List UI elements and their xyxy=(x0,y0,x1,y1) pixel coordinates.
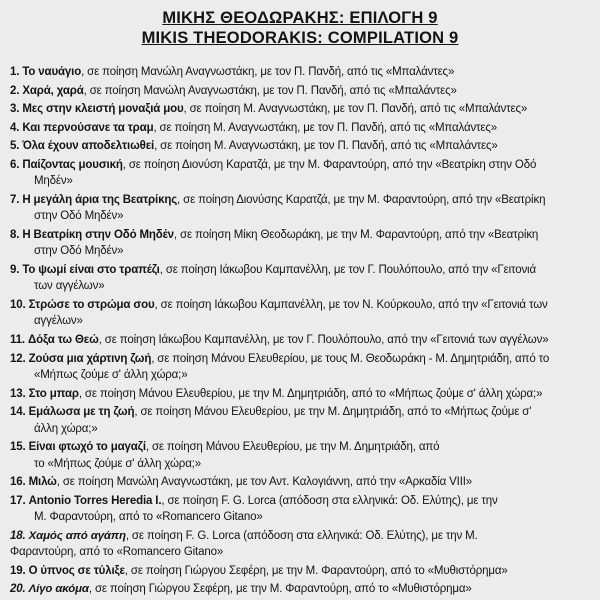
track-item xyxy=(10,386,595,402)
track-item xyxy=(10,297,595,330)
track-title: Δόξα τω Θεώ xyxy=(27,333,99,346)
track-item xyxy=(10,493,595,526)
track-list xyxy=(10,64,595,600)
track-credits: , σε ποίηση Μανώλη Αναγνωστάκη, με τον Π. Πανδή, από τις «Μπαλάντες» xyxy=(81,66,455,78)
track-item xyxy=(10,351,595,384)
track-item xyxy=(10,404,595,437)
track-title: Η Βεατρίκη στην Οδό Μηδέν xyxy=(22,228,174,241)
track-item xyxy=(10,262,595,295)
track-number: 15. xyxy=(10,441,26,454)
track-credits-continued: Μηδέν» xyxy=(34,175,73,188)
track-credits: , σε ποίηση Γιώργου Σεφέρη, με την Μ. Φαραντούρη, από το «Μυθιστόρημα» xyxy=(124,564,508,577)
track-title: Στρώσε το στρώμα σου xyxy=(28,298,155,311)
track-credits: , σε ποίηση Μάνου Ελευθερίου, με τους Μ. Θεοδωράκη - Μ. Δημητριάδη, από το xyxy=(151,352,550,365)
track-number: 17. xyxy=(10,494,26,507)
track-number: 14. xyxy=(10,406,26,419)
track-number: 12. xyxy=(10,352,26,365)
track-number: 5. xyxy=(10,140,20,153)
track-credits: , σε ποίηση Ιάκωβου Καμπανέλλη, με τον Γ. Πουλόπουλο, από την «Γειτονιά των αγγέλων» xyxy=(98,333,549,346)
track-number: 10. xyxy=(10,298,26,311)
track-credits: , σε ποίηση Διονύσης Καρατζά, με την Μ. Φαραντούρη, από την «Βεατρίκη xyxy=(177,193,546,206)
track-title: Παίζοντας μουσική xyxy=(22,158,123,171)
track-item xyxy=(10,157,595,190)
track-credits-continued: «Μήπως ζούμε σ' άλλη χώρα;» xyxy=(34,368,188,381)
track-credits: , σε ποίηση Μίκη Θεοδωράκη, με την Μ. Φαραντούρη, από την «Βεατρίκη xyxy=(173,228,539,241)
track-credits: , σε ποίηση Μ. Αναγνωστάκη, με τον Π. Πανδή, από τις «Μπαλάντες» xyxy=(154,140,498,153)
track-item xyxy=(10,101,595,117)
track-credits: , σε ποίηση Ιάκωβου Καμπανέλλη, με τον Ν. Κούρκουλο, από την «Γειτονιά των xyxy=(154,298,548,311)
track-item xyxy=(10,563,595,579)
track-number: 7. xyxy=(10,193,20,206)
track-title: Είναι φτωχό το μαγαζί xyxy=(28,441,146,454)
track-credits: , σε ποίηση Μάνου Ελευθερίου, με την Μ. Δημητριάδη, από xyxy=(145,441,440,454)
track-number: 6. xyxy=(10,158,20,171)
track-item xyxy=(10,474,595,490)
track-title: Λίγο ακόμα xyxy=(28,583,89,596)
track-credits: , σε ποίηση F. G. Lorca (απόδοση στα ελληνικά: Οδ. Ελύτης), με την xyxy=(161,494,498,507)
track-credits: , σε ποίηση Μάνου Ελευθερίου, με την Μ. Δημητριάδη, από το «Μήπως ζούμε σ' xyxy=(134,406,532,419)
track-credits: , σε ποίηση Ιάκωβου Καμπανέλλη, με τον Γ. Πουλόπουλο, από την «Γειτονιά xyxy=(159,263,536,276)
track-credits-continued: Μ. Φαραντούρη, από το «Romancero Gitano» xyxy=(34,511,263,524)
track-credits-continued: άλλη χώρα;» xyxy=(34,422,98,435)
track-number: 2. xyxy=(10,84,20,97)
track-title: Ζούσα μια χάρτινη ζωή xyxy=(28,352,152,365)
track-title: Το ψωμί είναι στο τραπέζι xyxy=(22,263,160,276)
track-number: 19. xyxy=(10,564,26,577)
track-number: 11. xyxy=(10,333,25,346)
track-number: 16. xyxy=(10,476,26,489)
track-item xyxy=(10,439,595,472)
track-credits-continued: Φαραντούρη, από το «Romancero Gitano» xyxy=(10,546,224,559)
title-greek: ΜΙΚΗΣ ΘΕΟΔΩΡΑΚΗΣ: ΕΠΙΛΟΓΗ 9 xyxy=(162,9,438,27)
track-number: 3. xyxy=(10,103,20,116)
track-number: 4. xyxy=(10,121,20,134)
track-number: 9. xyxy=(10,263,20,276)
track-number: 8. xyxy=(10,228,20,241)
track-title: Και περνούσανε τα τραμ xyxy=(22,121,154,134)
title-latin: MIKIS THEODORAKIS: COMPILATION 9 xyxy=(141,29,459,47)
track-credits: , σε ποίηση Διονύση Καρατζά, με την Μ. Φαραντούρη, από την «Βεατρίκη στην Οδό xyxy=(122,158,537,171)
track-credits: , σε ποίηση Μανώλη Αναγνωστάκη, με τον Π. Πανδή, από τις «Μπαλάντες» xyxy=(83,84,457,97)
track-title: Στο μπαρ xyxy=(28,387,79,400)
track-item xyxy=(10,581,595,597)
track-credits: , σε ποίηση Μ. Αναγνωστάκη, με τον Π. Πανδή, από τις «Μπαλάντες» xyxy=(183,103,528,116)
track-item xyxy=(10,192,595,225)
track-credits-continued: στην Οδό Μηδέν» xyxy=(34,210,124,223)
track-title: Η μεγάλη άρια της Βεατρίκης xyxy=(22,193,178,206)
track-credits-continued: αγγέλων» xyxy=(34,315,83,328)
track-credits: , σε ποίηση Γιώργου Σεφέρη, με την Μ. Φαραντούρη, από το «Μυθιστόρημα» xyxy=(88,583,472,596)
track-item xyxy=(10,227,595,260)
track-title: Χαμός από αγάπη xyxy=(28,529,126,542)
track-item xyxy=(10,332,595,348)
track-title: Μιλώ xyxy=(28,476,57,489)
track-title: Antonio Torres Heredia I. xyxy=(28,494,162,507)
track-title: Μες στην κλειστή μοναξιά μου xyxy=(22,103,184,116)
track-title: Χαρά, χαρά xyxy=(22,84,84,97)
track-item xyxy=(10,64,595,80)
track-number: 13. xyxy=(10,387,26,400)
track-credits-continued: των αγγέλων» xyxy=(34,280,105,293)
track-credits: , σε ποίηση Μ. Αναγνωστάκη, με τον Π. Πανδή, από τις «Μπαλάντες» xyxy=(153,121,498,134)
track-credits-continued: το «Μήπως ζούμε σ' άλλη χώρα;» xyxy=(34,457,201,470)
track-credits-continued: στην Οδό Μηδέν» xyxy=(34,245,124,258)
track-credits: , σε ποίηση Μανώλη Αναγνωστάκη, με τον Αντ. Καλογιάννη, από την «Αρκαδία VIII» xyxy=(56,476,473,489)
track-credits: , σε ποίηση Μάνου Ελευθερίου, με την Μ. Δημητριάδη, από το «Μήπως ζούμε σ' άλλη χώρα;» xyxy=(78,387,543,400)
track-title: Ο ύπνος σε τύλιξε xyxy=(28,564,125,577)
track-title: Το ναυάγιο xyxy=(22,66,82,78)
track-title: Όλα έχουν αποδελτιωθεί xyxy=(22,140,155,153)
track-number: 20. xyxy=(10,583,26,596)
track-title: Εμάλωσα με τη ζωή xyxy=(28,406,135,419)
track-item xyxy=(10,138,595,154)
track-number: 1. xyxy=(10,66,20,78)
track-item xyxy=(10,528,595,561)
track-credits: , σε ποίηση F. G. Lorca (απόδοση στα ελληνικά: Οδ. Ελύτης), με την Μ. xyxy=(125,529,478,542)
track-item xyxy=(10,120,595,136)
track-number: 18. xyxy=(10,529,26,542)
track-item xyxy=(10,83,595,99)
